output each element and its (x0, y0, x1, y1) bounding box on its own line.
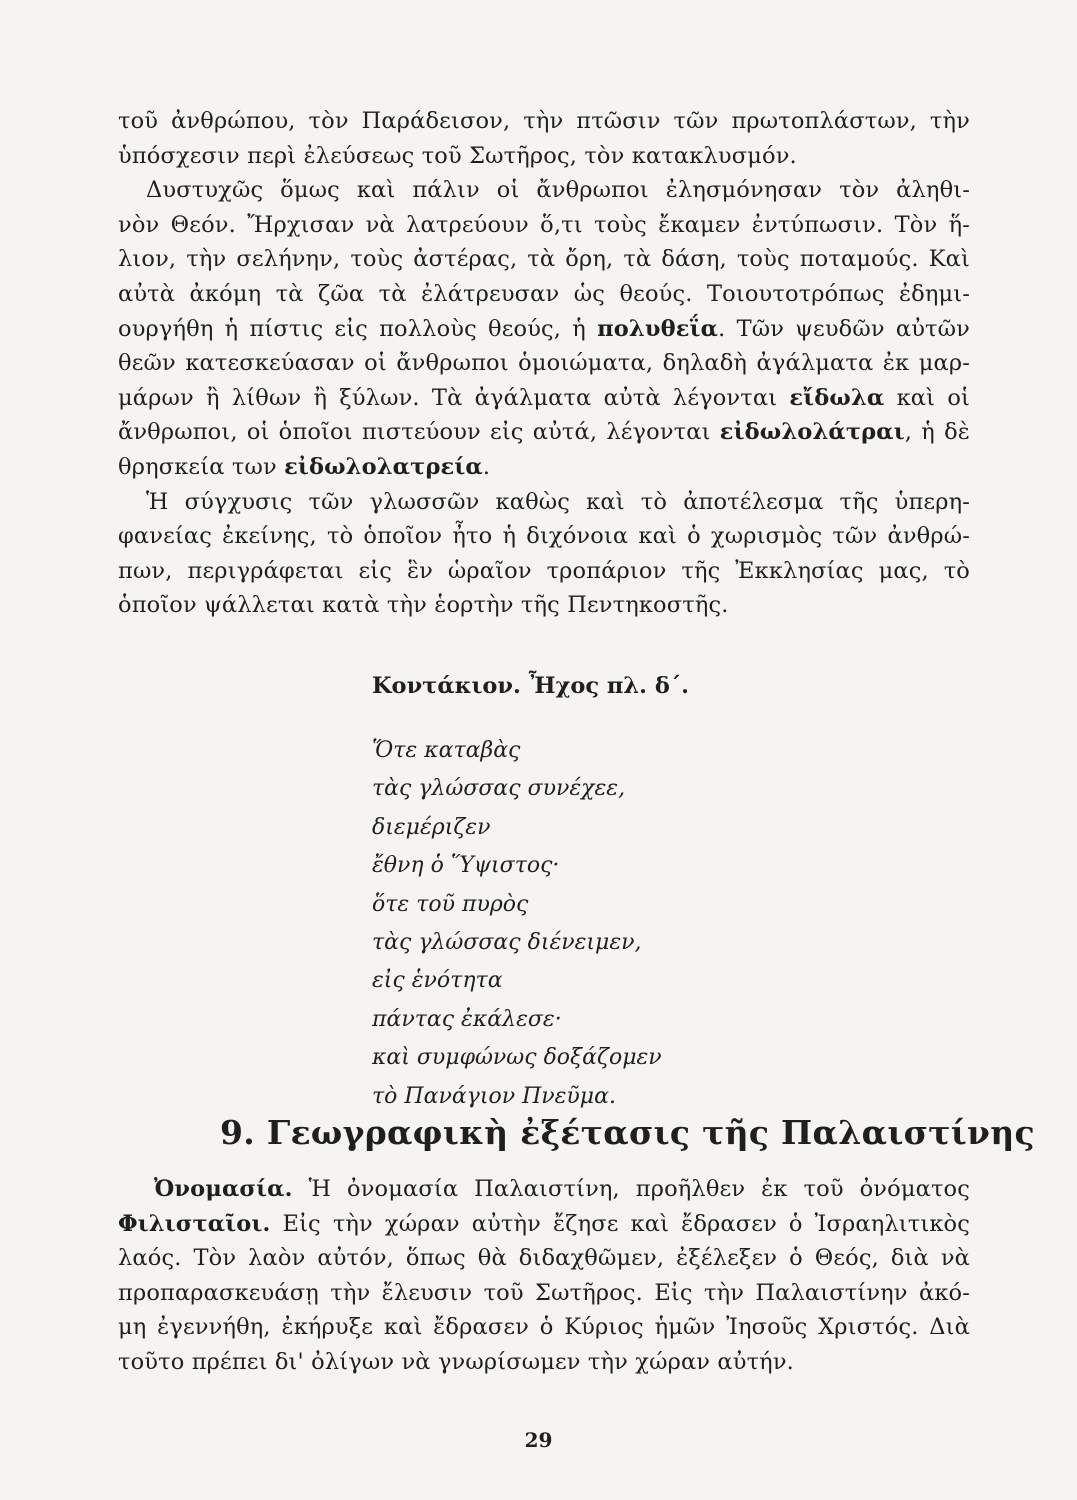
page-number: 29 (524, 1428, 553, 1452)
body-text (118, 1172, 970, 1380)
text-line: θεῶν κατεσκεύασαν οἱ ἄνθρωποι ὁμοιώματα, δηλαδὴ ἀγάλματα ἐκ μαρ- (118, 350, 970, 377)
text-line: πων, περιγράφεται εἰς ἓν ὡραῖον τροπάριον τῆς Ἐκκλησίας μας, τὸ (118, 557, 970, 584)
body-text (118, 104, 970, 623)
hymn-line: τὸ Πανάγιον Πνεῦμα. (372, 1083, 616, 1109)
text-run: Εἰς τὴν χώραν αὐτὴν ἔζησε καὶ ἔδρασεν ὁ Ἰσραηλιτικὸς (270, 1210, 970, 1237)
text-line: Δυστυχῶς ὅμως καὶ πάλιν οἱ ἄνθρωποι ἐλησμόνησαν τὸν ἀληθι- (146, 177, 970, 204)
bold-term-idolatry: εἰδωλολατρεία (284, 453, 483, 480)
bold-term-philistines: Φιλισταῖοι. (118, 1210, 271, 1237)
text-run: καὶ οἱ (884, 384, 970, 411)
text-line (118, 1207, 970, 1242)
text-line: αὐτὰ ἀκόμη τὰ ζῶα τὰ ἐλάτρευσαν ὡς θεούς. Τοιουτοτρόπως ἐδημι- (118, 280, 970, 307)
hymn-line: τὰς γλώσσας διένειμεν, (372, 929, 642, 955)
text-line: μη ἐγεννήθη, ἐκήρυξε καὶ ἔδρασεν ὁ Κύριος ἡμῶν Ἰησοῦς Χριστός. Διὰ (118, 1314, 970, 1341)
text-line: τοῦ ἀνθρώπου, τὸν Παράδεισον, τὴν πτῶσιν τῶν πρωτοπλάστων, τὴν (118, 108, 970, 134)
text-line (118, 381, 970, 416)
bold-term-idolaters: εἰδωλολάτραι (719, 419, 905, 446)
hymn-title: Κοντάκιον. Ἦχος πλ. δ΄. (372, 673, 689, 699)
text-line: ὑπόσχεσιν περὶ ἐλεύσεως τοῦ Σωτῆρος, τὸν κατακλυσμόν. (118, 142, 797, 169)
text-line (118, 415, 970, 450)
text-run: , ἡ δὲ (904, 419, 970, 446)
text-line: λαός. Τὸν λαὸν αὐτόν, ὅπως θὰ διδαχθῶμεν, ἐξέλεξεν ὁ Θεός, διὰ νὰ (118, 1245, 970, 1272)
text-run: . (482, 453, 491, 480)
text-line: τοῦτο πρέπει δι' ὀλίγων νὰ γνωρίσωμεν τὴν χώραν αὐτήν. (118, 1348, 794, 1375)
text-line: νὸν Θεόν. Ἤρχισαν νὰ λατρεύουν ὅ,τι τοὺς ἔκαμεν ἐντύπωσιν. Τὸν ἥ- (118, 211, 970, 238)
section-heading: 9. Γεωγραφικὴ ἐξέτασις τῆς Παλαιστίνης (220, 1113, 1035, 1152)
text-line: προπαρασκευάσῃ τὴν ἔλευσιν τοῦ Σωτῆρος. Εἰς τὴν Παλαιστίνην ἀκό- (118, 1279, 970, 1306)
hymn-line: πάντας ἐκάλεσε· (372, 1006, 562, 1032)
hymn-line: τὰς γλώσσας συνέχεε, (372, 776, 626, 802)
bold-term-idols: εἴδωλα (789, 384, 885, 411)
hymn-verse (372, 732, 662, 1116)
text-line: Ἡ σύγχυσις τῶν γλωσσῶν καθὼς καὶ τὸ ἀποτέλεσμα τῆς ὑπερη- (146, 488, 970, 515)
hymn-line: Ὅτε καταβὰς (372, 738, 521, 763)
hymn-line: εἰς ἑνότητα (372, 968, 503, 994)
hymn-line: καὶ συμφώνως δοξάζομεν (372, 1045, 662, 1071)
text-run: ουργήθη ἡ πίστις εἰς πολλοὺς θεούς, ἡ (118, 315, 598, 342)
hymn-line: ἔθνη ὁ Ὕψιστος· (372, 853, 560, 879)
bold-term-naming: Ὀνομασία. (154, 1176, 293, 1202)
text-line: λιον, τὴν σελήνην, τοὺς ἀστέρας, τὰ ὄρη, τὰ δάση, τοὺς ποταμούς. Καὶ (118, 246, 970, 273)
text-run: μάρων ἢ λίθων ἢ ξύλων. Τὰ ἀγάλματα αὐτὰ λέγονται (118, 384, 790, 411)
text-run: Ἡ ὀνομασία Παλαιστίνη, προῆλθεν ἐκ τοῦ ὀνόματος (292, 1176, 970, 1202)
text-line: φανείας ἐκείνης, τὸ ὁποῖον ἦτο ἡ διχόνοια καὶ ὁ χωρισμὸς τῶν ἀνθρώ- (118, 523, 970, 550)
bold-term-polytheism: πολυθεΐα (597, 315, 719, 342)
text-line: ὁποῖον ψάλλεται κατὰ τὴν ἑορτὴν τῆς Πεντηκοστῆς. (118, 592, 729, 619)
text-run: . Τῶν ψευδῶν αὐτῶν (718, 315, 970, 342)
text-line (118, 312, 970, 347)
text-run: θρησκεία των (118, 453, 285, 480)
hymn-line: ὅτε τοῦ πυρὸς (372, 891, 529, 917)
text-run: ἄνθρωποι, οἱ ὁποῖοι πιστεύουν εἰς αὐτά, λέγονται (118, 419, 720, 446)
hymn-line: διεμέριζεν (372, 814, 491, 840)
text-line (118, 450, 970, 485)
text-line (118, 1172, 970, 1207)
